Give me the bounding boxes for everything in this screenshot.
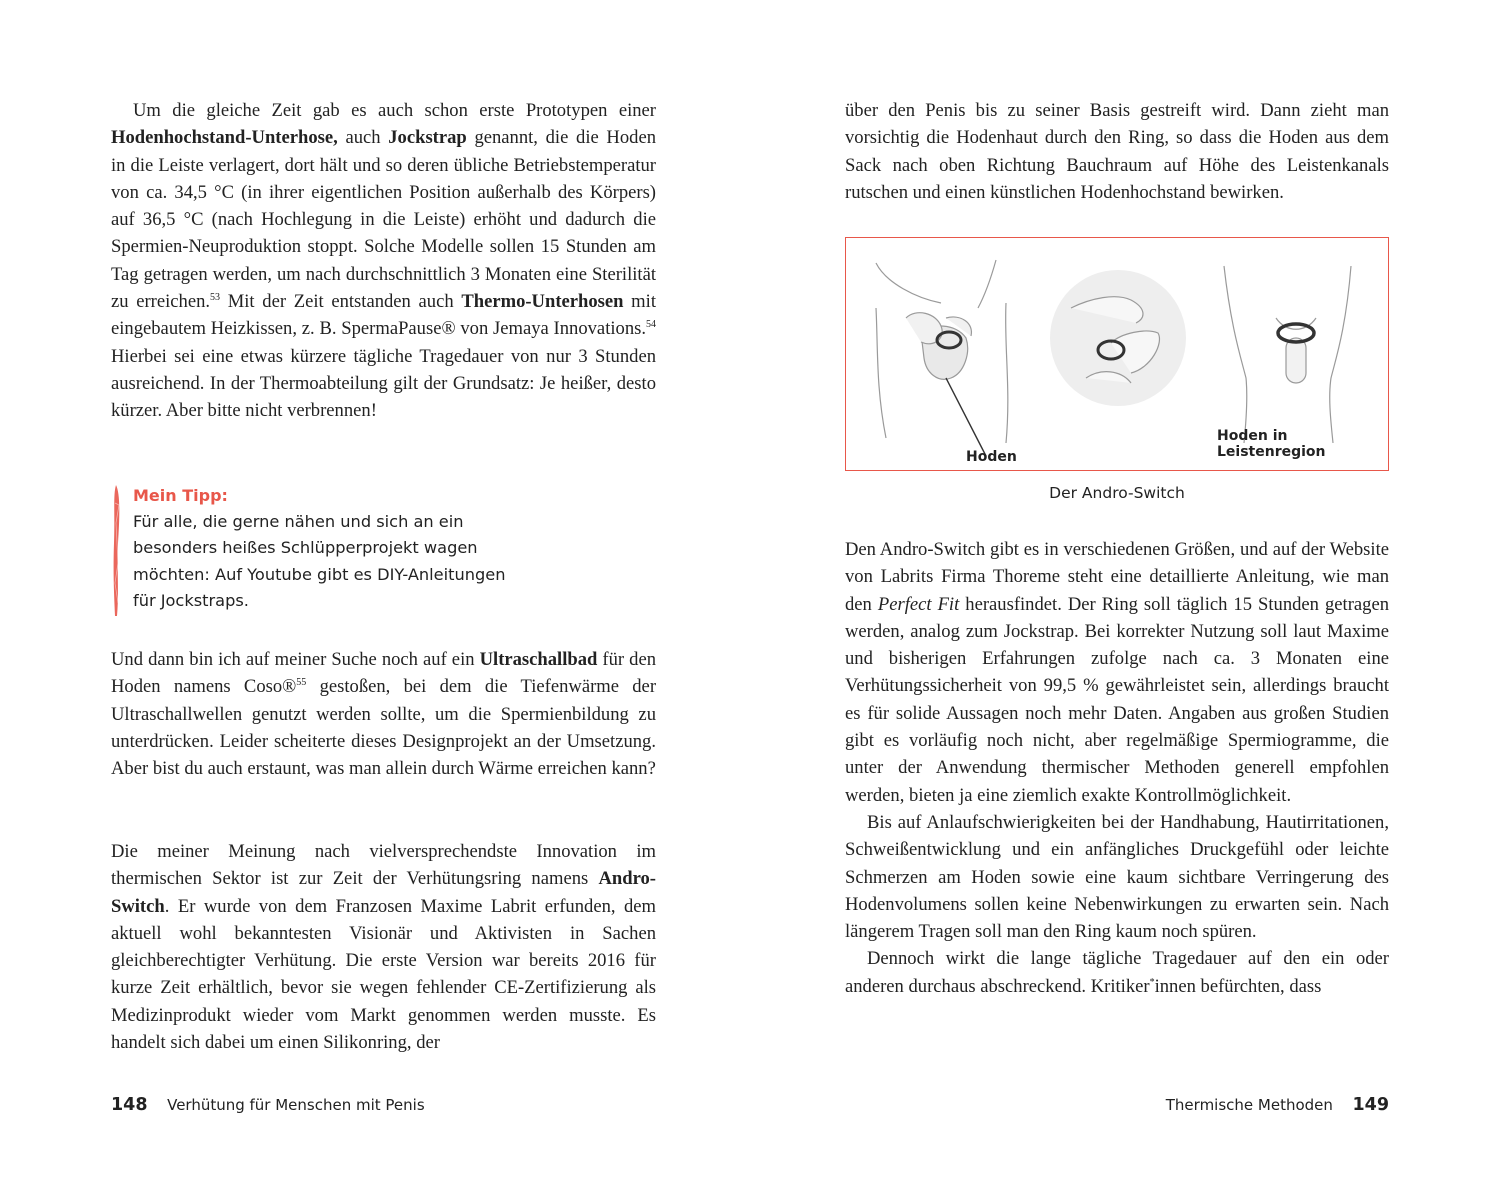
tip-line: für Jockstraps. [133,590,249,610]
text-run: Die meiner Meinung nach vielversprechendste Innovation im thermischen Sektor ist zur Zeit der Verhütungsring namens [111,841,656,890]
bold-term: Ultraschallbad [479,649,598,670]
text-run: Mit der Zeit entstanden auch [220,291,462,313]
text-run: für den Hoden namens Coso® [111,649,657,698]
text-run: Bis auf Anlaufschwierigkeiten bei der Handhabung, Hautirritationen, Schweißentwicklung und ein anfängliches Druckgefühl oder leichte Schmerzen am Hoden sowie eine kaum sichtbare Verringerung des Hodenvolumens sollen keine Nebenwirkungen zu erwarten sein. Nach längerem Tragen soll man den Ring kaum noch spüren. [845,811,1389,943]
left-text-column [111,97,656,425]
text-run: innen befürchten, dass [1154,975,1322,997]
text-run: herausfindet. Der Ring soll täglich 15 Stunden getragen werden, analog zum Jockstrap. Bei korrekter Nutzung soll laut Maxime und bisherigen Erfahrungen zufolge nach ca. 3 Monaten eine Verhütungssicherheit von 99,5 % gewährleistet sein, allerdings braucht es für solide Aussagen noch mehr Daten. Angaben aus großen Studien gibt es vorläufig noch nicht, aber regelmäßige Spermiogramme, die unter der Anwendung thermischer Methoden generell empfohlen werden, bieten ja eine ziemlich exakte Kontrollmöglichkeit. [845,593,1390,806]
label-hoden-leistenregion: Hoden in Leistenregion [1217,428,1326,460]
tip-body [133,509,533,614]
text-run: Um die gleiche Zeit gab es auch schon erste Prototypen einer [133,100,656,121]
tip-title: Mein Tipp: [133,486,228,505]
right-text-column-2 [845,536,1389,1000]
page-number: 149 [1352,1095,1389,1115]
paragraph [111,838,656,1056]
illustration-panel-3 [1224,266,1351,443]
right-page [750,0,1500,1195]
running-head: Verhütung für Menschen mit Penis [167,1096,425,1114]
tip-brush-stroke-icon [112,483,122,618]
footnote-ref: 53 [210,291,221,303]
footnote-ref: 54 [646,319,656,331]
paragraph [845,809,1389,945]
bold-term: Thermo-Unterhosen [461,291,624,313]
footnote-ref: * [1149,976,1155,988]
text-run: mit eingebautem Heizkissen, z. B. SpermaPause® von Jemaya Innovations. [111,291,656,340]
illustration-panel-1 [876,260,1008,456]
paragraph [845,536,1389,809]
text-run: Den Andro-Switch gibt es in verschiedenen Größen, und auf der Website von Labrits Firma Thoreme steht eine detaillierte Anleitung, wie man den [845,539,1389,615]
andro-switch-figure [845,237,1389,471]
text-run: Hierbei sei eine etwas kürzere tägliche Tragedauer von nur 3 Stunden ausreichend. In der Thermoabteilung gilt der Grundsatz: Je heißer, desto kürzer. Aber bitte nicht verbrennen! [111,345,656,422]
text-run: genannt, die die Hoden in die Leiste verlagert, dort hält und so deren übliche Betriebstemperatur von ca. 34,5 °C (in ihrer eigentlichen Position außerhalb des Körpers) auf 36,5 °C (nach Hochlegung in die Leiste) erhöht und dadurch die Spermien-Neuproduktion stoppt. Solche Modelle sollen 15 Stunden am Tag getragen werden, um nach durchschnittlich 3 Monaten eine Sterilität zu erreichen. [111,127,656,313]
text-run: auch [337,127,389,149]
bold-term: Jockstrap [388,127,467,149]
tip-box [112,483,532,618]
paragraph [111,646,656,782]
right-text-column [845,97,1389,206]
text-run: gestoßen, bei dem die Tiefenwärme der Ultraschallwellen genutzt werden sollte, um die Spermienbildung zu unterdrücken. Leider scheiterte dieses Designprojekt an der Umsetzung. Aber bist du auch erstaunt, was man allein durch Wärme erreichen kann? [111,676,657,780]
paragraph [845,97,1389,206]
text-run: . Er wurde von dem Franzosen Maxime Labrit erfunden, dem aktuell wohl bekanntesten Visionär und Aktivisten in Sachen gleichberechtigter Verhütung. Die erste Version war bereits 2016 für kurze Zeit erhältlich, bevor sie wegen fehlender CE-Zertifizierung als Medizinprodukt wieder vom Markt genommen werden musste. Es handelt sich dabei um einen Silikonring, der [111,895,656,1054]
paragraph [845,945,1389,1000]
tip-line: besonders heißes Schlüpperprojekt wagen [133,538,478,558]
left-footer [111,1092,425,1118]
label-hoden: Hoden [966,449,1017,465]
text-run: Dennoch wirkt die lange tägliche Tragedauer auf den ein oder anderen durchaus abschreckend. Kritiker [845,948,1389,997]
text-run: über den Penis bis zu seiner Basis gestreift wird. Dann zieht man vorsichtig die Hodenhaut durch den Ring, so dass die Hoden aus dem Sack nach oben Richtung Bauchraum auf Höhe des Leistenkanals rutschen und einen künstlichen Hodenhochstand bewirken. [845,100,1389,203]
bold-term: Hodenhochstand-Unterhose, [111,127,338,149]
bold-term: Andro-Switch [111,868,656,917]
left-text-column-3 [111,838,656,1056]
figure-caption: Der Andro-Switch [1049,484,1185,502]
tip-line: Für alle, die gerne nähen und sich an ein [133,512,464,531]
page-number: 148 [111,1095,148,1115]
text-run: Und dann bin ich auf meiner Suche noch auf ein [111,649,480,670]
left-text-column-2 [111,646,656,782]
italic-term: Perfect Fit [877,593,960,615]
right-footer [1166,1092,1389,1118]
footnote-ref: 55 [296,677,307,689]
tip-line: möchten: Auf Youtube gibt es DIY-Anleitungen [133,564,506,584]
paragraph [111,97,656,425]
running-head: Thermische Methoden [1165,1096,1333,1114]
illustration-panel-2 [1050,270,1186,406]
